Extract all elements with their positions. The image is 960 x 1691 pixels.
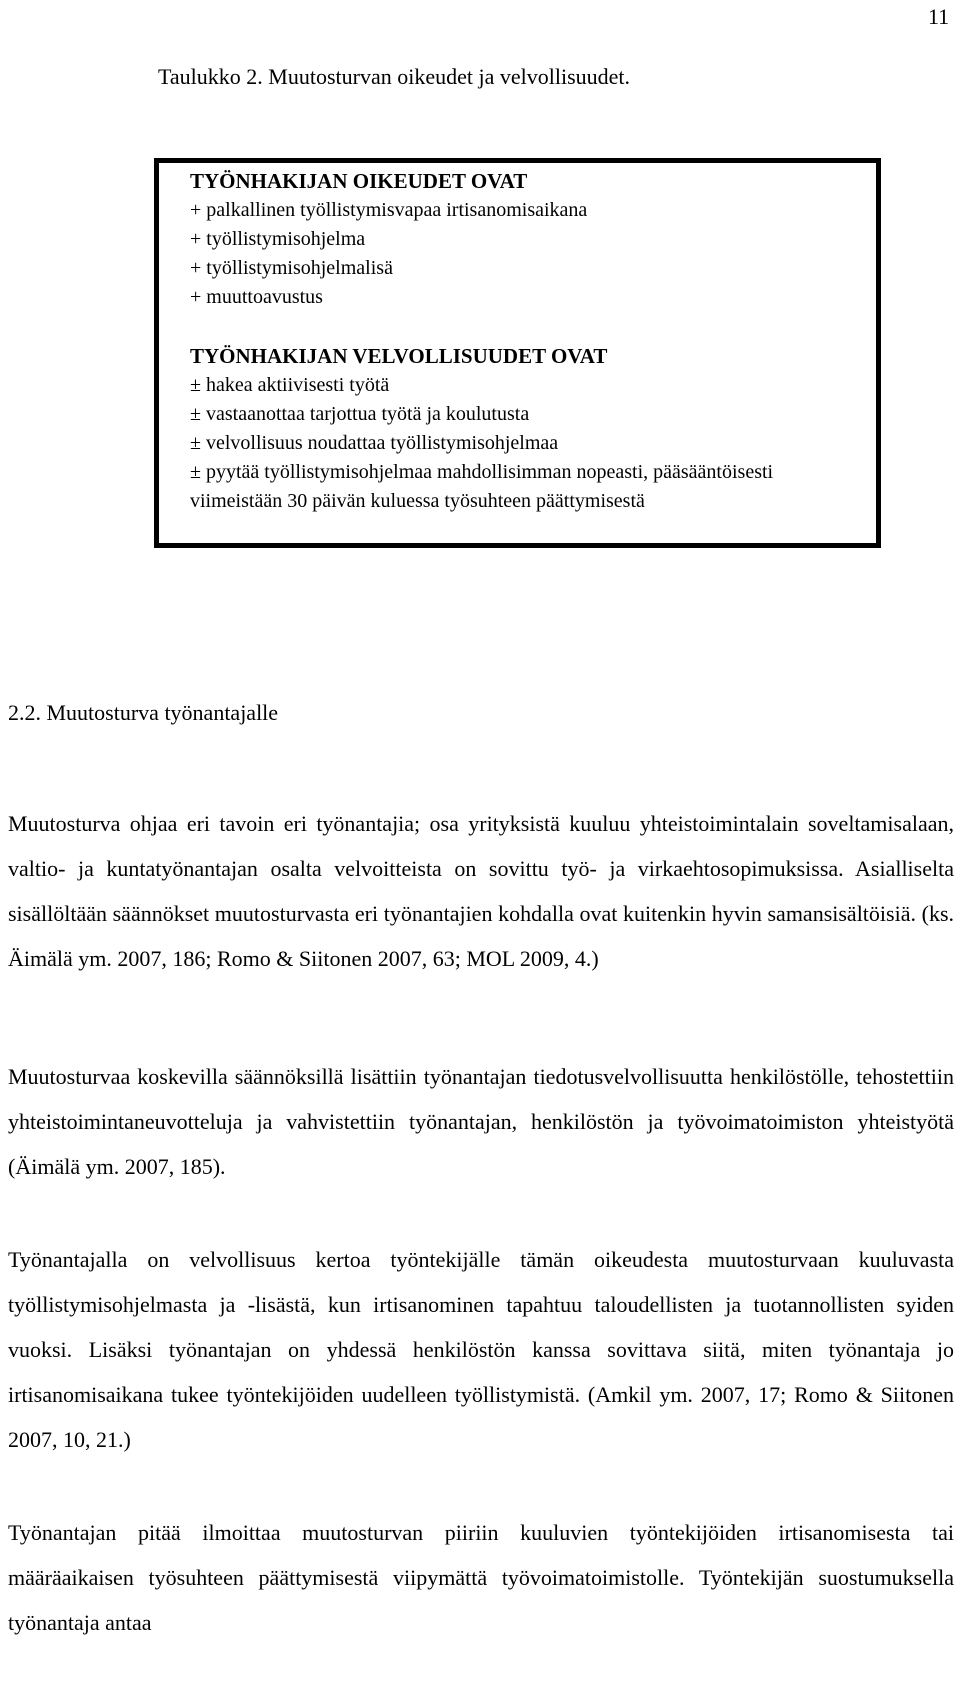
rights-item: + työllistymisohjelmalisä xyxy=(190,257,393,279)
rights-item: + työllistymisohjelma xyxy=(190,228,366,250)
page-number: 11 xyxy=(928,4,950,29)
rights-item: + palkallinen työllistymisvapaa irtisanomisaikana xyxy=(190,199,588,221)
body-paragraph: Muutosturva ohjaa eri tavoin eri työnantajia; osa yrityksistä kuuluu yhteistoimintalain soveltamisalaan, valtio- ja kuntatyönantajan osalta velvoitteista on sovittu työ- ja virkaehtosopimuksissa. Asialliselta sisällöltään säännökset muutosturvasta eri työnantajien kohdalla ovat kuitenkin hyvin samansisältöisiä. (ks. Äimälä ym. 2007, 186; Romo & Siitonen 2007, 63; MOL 2009, 4.) xyxy=(8,811,954,971)
body-paragraph: Työnantajalla on velvollisuus kertoa työntekijälle tämän oikeudesta muutosturvaan kuuluvasta työllistymisohjelmasta ja -lisästä, kun irtisanominen tapahtuu taloudellisten ja tuotannollisten syiden vuoksi. Lisäksi työnantajan on yhdessä henkilöstön kanssa sovittava siitä, miten työnantaja jo irtisanomisaikana tukee työntekijöiden uudelleen työllistymistä. (Amkil ym. 2007, 17; Romo & Siitonen 2007, 10, 21.) xyxy=(8,1247,954,1452)
section-heading: 2.2. Muutosturva työnantajalle xyxy=(8,700,279,725)
duties-item: ± velvollisuus noudattaa työllistymisohjelmaa xyxy=(190,432,559,454)
duties-item: ± vastaanottaa tarjottua työtä ja koulutusta xyxy=(190,403,530,425)
rights-heading: TYÖNHAKIJAN OIKEUDET OVAT xyxy=(190,169,528,193)
duties-item: ± pyytää työllistymisohjelmaa mahdollisimman nopeasti, pääsääntöisesti viimeistään 30 päivän kuluessa työsuhteen päättymisestä xyxy=(190,461,774,512)
table-caption: Taulukko 2. Muutosturvan oikeudet ja velvollisuudet. xyxy=(158,64,631,89)
body-paragraph: Muutosturvaa koskevilla säännöksillä lisättiin työnantajan tiedotusvelvollisuutta henkilöstölle, tehostettiin yhteistoimintaneuvotteluja ja vahvistettiin työnantajan, henkilöstön ja työvoimatoimiston yhteistyötä (Äimälä ym. 2007, 185). xyxy=(8,1064,954,1179)
duties-item: ± hakea aktiivisesti työtä xyxy=(190,374,390,396)
rights-item: + muuttoavustus xyxy=(190,286,323,308)
body-paragraph: Työnantajan pitää ilmoittaa muutosturvan piiriin kuuluvien työntekijöiden irtisanomisesta tai määräaikaisen työsuhteen päättymisestä viipymättä työvoimatoimistolle. Työntekijän suostumuksella työnantaja antaa xyxy=(8,1520,954,1635)
rights-duties-box xyxy=(154,158,881,548)
duties-heading: TYÖNHAKIJAN VELVOLLISUUDET OVAT xyxy=(190,344,608,368)
